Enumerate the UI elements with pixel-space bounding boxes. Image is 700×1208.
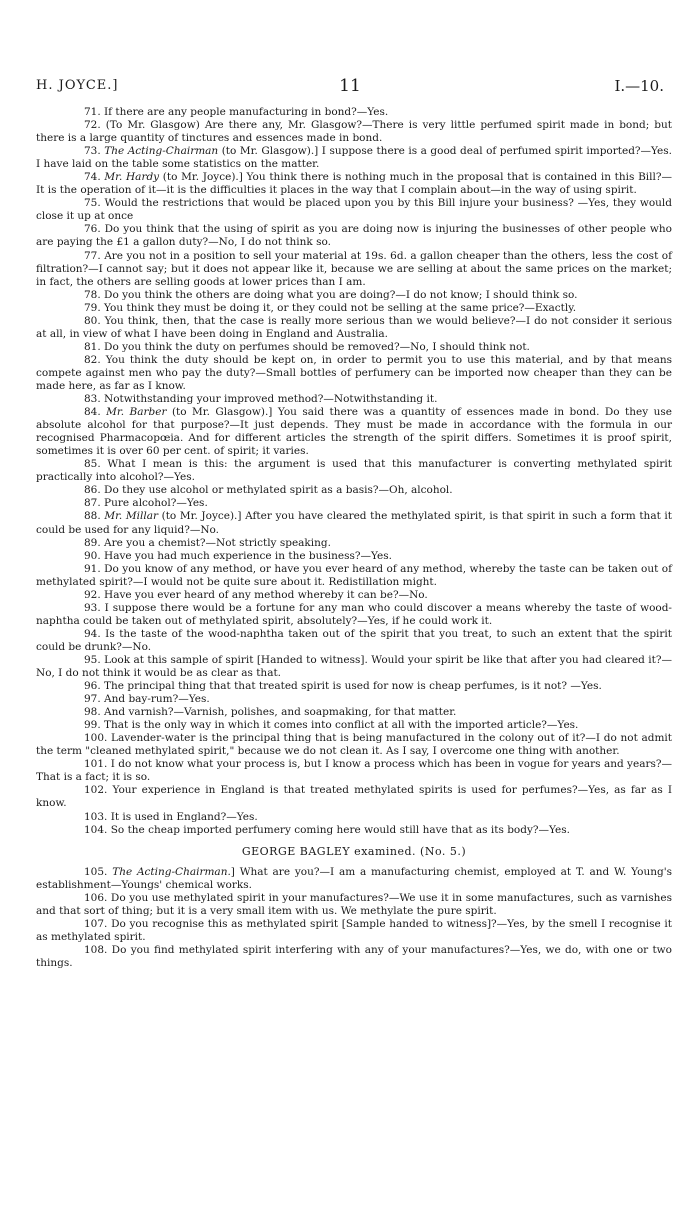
question-answer-p74: [36, 171, 672, 197]
question-answer-p100: 100. Lavender-water is the principal thing that is being manufactured in the colony out of it?—I do not admit the term "cleaned methylated spirit," because we do not clean it. As I say, I overcome one thing with another.: [36, 732, 672, 758]
question-number: 84.: [84, 406, 107, 419]
question-answer-p93: 93. I suppose there would be a fortune for any man who could discover a means whereby the taste of wood-naphtha could be taken out of methylated spirit, absolutely?—Yes, if he could work it.: [36, 601, 672, 627]
evidence-text: [36, 106, 672, 970]
evidence-section-bagley: [36, 866, 672, 970]
question-answer-p87: 87. Pure alcohol?—Yes.: [84, 497, 208, 510]
speaker-name: Mr. Barber: [106, 406, 167, 419]
speaker-name: The Acting-Chairman: [104, 145, 219, 158]
witness-examined-heading: GEORGE BAGLEY examined. (No. 5.): [241, 844, 467, 858]
evidence-section-joyce: [36, 106, 672, 837]
question-answer-p71: 71. If there are any people manufacturing in bond?—Yes.: [84, 106, 389, 118]
question-answer-p77: 77. Are you not in a position to sell your material at 19s. 6d. a gallon cheaper than the others, less the cost of filtration?—I cannot say; but it does not appear like it, because we are selling at about the same prices on the market; in fact, the others are selling goods at lower prices than I am.: [36, 249, 672, 288]
question-text: (to Mr. Joyce).] After you have cleared the methylated spirit, is that spirit in such a form that it could be used for any liquid?—No.: [36, 510, 672, 536]
running-head-witness: H. JOYCE.]: [36, 78, 119, 93]
question-answer-p80: 80. You think, then, that the case is really more serious than we would believe?—I do not consider it serious at all, in view of what I have been doing in England and Australia.: [36, 314, 672, 340]
question-answer-p98: 98. And varnish?—Varnish, polishes, and soapmaking, for that matter.: [84, 706, 457, 719]
running-head: [36, 76, 664, 96]
question-text: (to Mr. Joyce).] You think there is nothing much in the proposal that is contained in this Bill?—It is the operation of it—it is the difficulties it places in the way that I complain about—in the way of using spirit.: [36, 171, 672, 197]
question-answer-p99: 99. That is the only way in which it comes into conflict at all with the imported article?—Yes.: [84, 719, 579, 732]
question-answer-p107: 107. Do you recognise this as methylated spirit [Sample handed to witness]?—Yes, by the smell I recognise it as methylated spirit.: [36, 917, 672, 943]
question-answer-p104: 104. So the cheap imported perfumery coming here would still have that as its body?—Yes.: [84, 823, 570, 836]
question-text: .] What are you?—I am a manufacturing chemist, employed at T. and W. Young's establishment—Youngs' chemical works.: [36, 865, 673, 891]
question-answer-p108: 108. Do you find methylated spirit interfering with any of your manufactures?—Yes, we do, with one or two things.: [36, 943, 672, 969]
question-answer-p92: 92. Have you ever heard of any method whereby it can be?—No.: [84, 588, 428, 601]
speaker-name: The Acting-Chairman: [112, 865, 228, 878]
question-answer-p102: 102. Your experience in England is that treated methylated spirits is used for perfumes?—Yes, as far as I know.: [36, 784, 672, 810]
question-number: 105.: [84, 865, 113, 878]
question-answer-p101: 101. I do not know what your process is, but I know a process which has been in vogue for years and years?—That is a fact; it is so.: [36, 758, 672, 784]
question-answer-p86: 86. Do they use alcohol or methylated spirit as a basis?—Oh, alcohol.: [84, 484, 453, 497]
question-answer-p79: 79. You think they must be doing it, or they could not be selling at the same price?—Exactly.: [84, 301, 577, 314]
question-answer-p94: 94. Is the taste of the wood-naphtha taken out of the spirit that you treat, to such an extent that the spirit could be drunk?—No.: [36, 627, 672, 653]
question-answer-p83: 83. Notwithstanding your improved method?—Notwithstanding it.: [84, 393, 438, 406]
question-answer-p75: 75. Would the restrictions that would be placed upon you by this Bill injure your business? —Yes, they would close it up at once: [36, 197, 672, 223]
question-answer-p90: 90. Have you had much experience in the business?—Yes.: [84, 549, 392, 562]
question-answer-p84: [36, 406, 672, 458]
question-answer-p88: [36, 510, 672, 536]
question-number: 88.: [84, 510, 105, 523]
question-answer-p97: 97. And bay-rum?—Yes.: [84, 693, 210, 706]
document-reference: I.—10.: [614, 77, 664, 95]
question-answer-p76: 76. Do you think that the using of spirit as you are doing now is injuring the businesses of other people who are paying the £1 a gallon duty?—No, I do not think so.: [36, 223, 672, 249]
question-answer-p91: 91. Do you know of any method, or have you ever heard of any method, whereby the taste can be taken out of methylated spirit?—I would not be quite sure about it. Redistillation might.: [36, 562, 672, 588]
question-text: (to Mr. Glasgow).] I suppose there is a good deal of perfumed spirit imported?—Yes. I have laid on the table some statistics on the matter.: [36, 145, 672, 171]
question-answer-p73: [36, 145, 672, 171]
question-text: (to Mr. Glasgow).] You said there was a quantity of essences made in bond. Do they use absolute alcohol for that purpose?—It just depends. They must be made in accordance with the formula in our recognised Pharmacopœia. And for different articles the strength of the spirit differs. Sometimes it is proof spirit, sometimes it is over 60 per cent. of spirit; it varies.: [36, 406, 672, 458]
page-number: 11: [339, 76, 361, 96]
question-answer-p105: [36, 866, 672, 892]
speaker-name: Mr. Hardy: [104, 171, 160, 184]
question-answer-p103: 103. It is used in England?—Yes.: [84, 810, 258, 823]
question-answer-p95: 95. Look at this sample of spirit [Handed to witness]. Would your spirit be like that after you had cleared it?—No, I do not think it would be as clear as that.: [36, 653, 672, 680]
question-answer-p78: 78. Do you think the others are doing what you are doing?—I do not know; I should think so.: [84, 288, 578, 301]
question-answer-p106: 106. Do you use methylated spirit in your manufactures?—We use it in some manufactures, such as varnishes and that sort of thing; but it is a very small item with us. We methylate the pure spirit.: [36, 891, 672, 917]
question-answer-p81: 81. Do you think the duty on perfumes should be removed?—No, I should think not.: [84, 340, 530, 353]
question-number: 74.: [84, 171, 105, 184]
question-answer-p82: 82. You think the duty should be kept on, in order to permit you to use this material, and by that means compete against men who pay the duty?—Small bottles of perfumery can be imported now cheaper than they can be made here, as far as I know.: [36, 353, 672, 392]
question-answer-p72: 72. (To Mr. Glasgow) Are there any, Mr. Glasgow?—There is very little perfumed spirit made in bond; but there is a large quantity of tinctures and essences made in bond.: [36, 119, 672, 145]
speaker-name: Mr. Millar: [104, 510, 158, 523]
question-answer-p89: 89. Are you a chemist?—Not strictly speaking.: [84, 536, 331, 549]
question-number: 73.: [84, 145, 105, 158]
question-answer-p96: 96. The principal thing that that treated spirit is used for now is cheap perfumes, is it not? —Yes.: [84, 680, 602, 693]
question-answer-p85: 85. What I mean is this: the argument is used that this manufacturer is converting methylated spirit practically into alcohol?—Yes.: [36, 458, 672, 484]
